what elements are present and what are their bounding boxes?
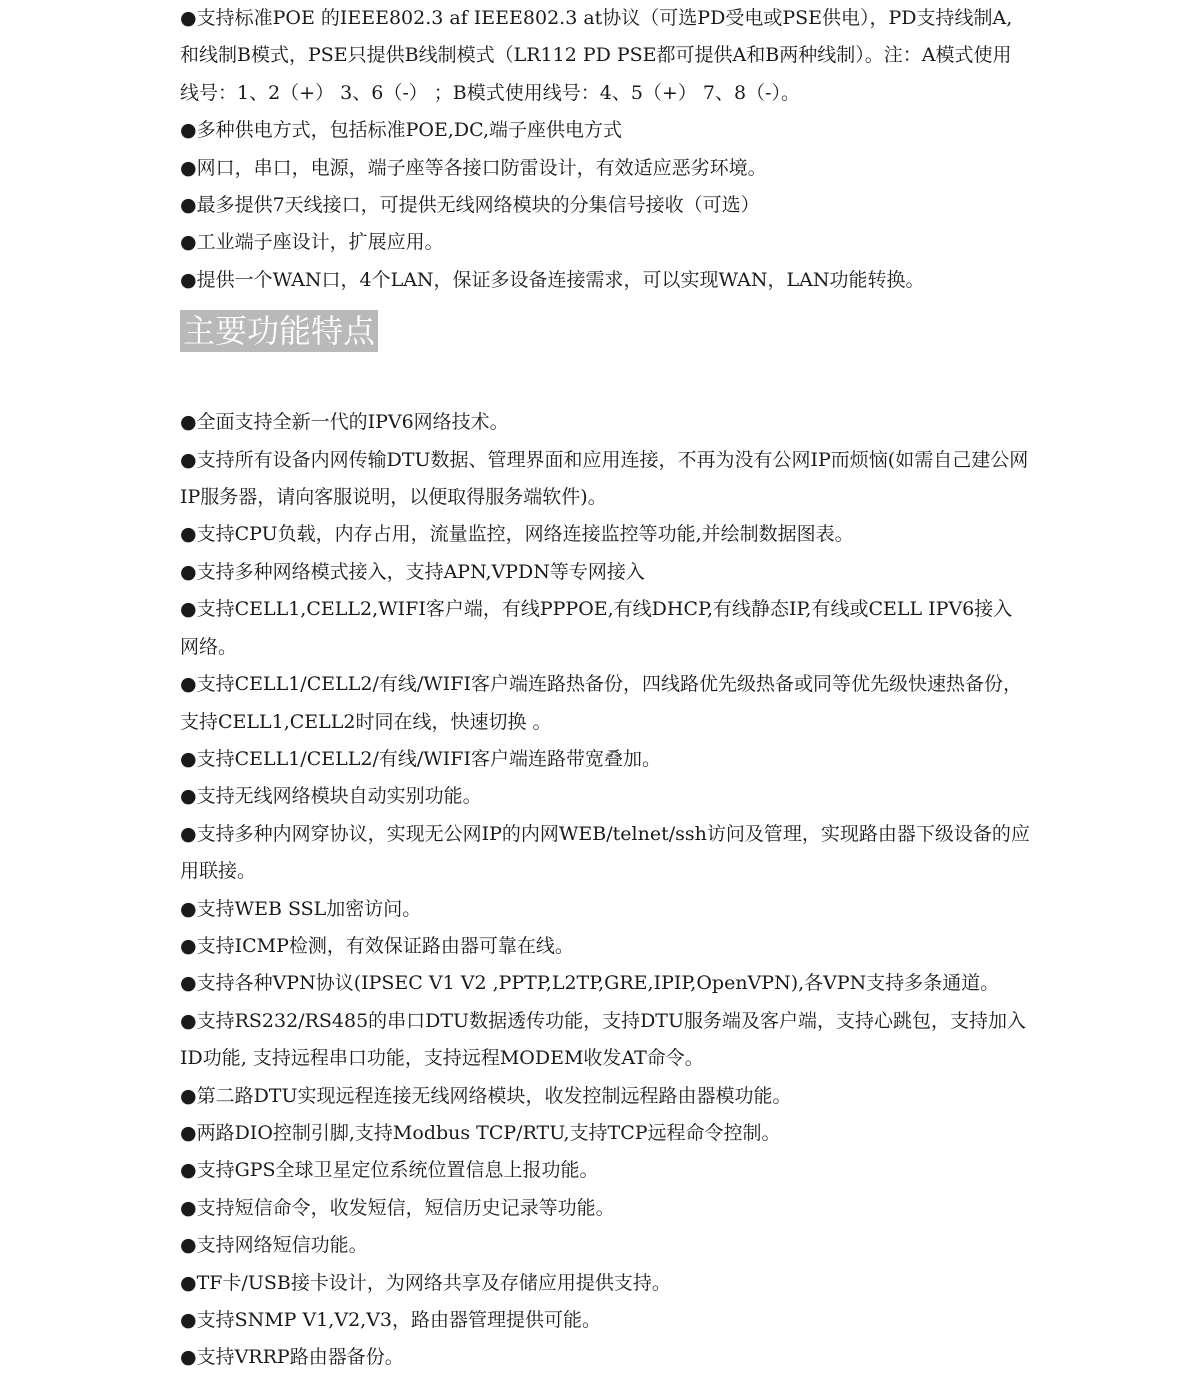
intro-item-lightning: ●网口，串口，电源，端子座等各接口防雷设计，有效适应恶劣环境。 (180, 156, 767, 179)
feature-item: ●支持多种内网穿协议，实现无公网IP的内网WEB/telnet/ssh访问及管理，实现路由器下级设备的应用联接。 (180, 822, 1030, 883)
feature-item: ●支持各种VPN协议(IPSEC V1 V2 ,PPTP,L2TP,GRE,IPIP,OpenVPN),各VPN支持多条通道。 (180, 972, 1000, 995)
document-page (180, 0, 1030, 1377)
feature-item: ●第二路DTU实现远程连接无线网络模块，收发控制远程路由器模功能。 (180, 1084, 792, 1107)
feature-item: ●支持CELL1/CELL2/有线/WIFI客户端连路热备份，四线路优先级热备或同等优先级快速热备份，支持CELL1,CELL2时同在线，快速切换 。 (180, 673, 1022, 733)
feature-item: ●支持WEB SSL加密访问。 (180, 897, 422, 920)
feature-item: ●支持CPU负载，内存占用，流量监控，网络连接监控等功能,并绘制数据图表。 (180, 523, 854, 546)
feature-item: ●支持RS232/RS485的串口DTU数据透传功能，支持DTU服务端及客户端，支持心跳包，支持加入ID功能, 支持远程串口功能，支持远程MODEM收发AT命令。 (180, 1009, 1026, 1070)
intro-item-poe: ●支持标准POE 的IEEE802.3 af IEEE802.3 at协议（可选PD受电或PSE供电），PD支持线制A,和线制B模式，PSE只提供B线制模式（LR112 PD PSE都可提供A和B两种线制）。注：A模式使用线号：1、2（+） 3、6（-） ；B模式使用线号：4、5（+） 7、8（-）。 (180, 7, 1013, 104)
feature-item: ●支持所有设备内网传输DTU数据、管理界面和应用连接，不再为没有公网IP而烦恼(如需自己建公网IP服务器，请向客服说明，以便取得服务端软件)。 (180, 448, 1029, 509)
feature-item: ●支持CELL1,CELL2,WIFI客户端，有线PPPOE,有线DHCP,有线静态IP,有线或CELL IPV6接入网络。 (180, 598, 1013, 658)
feature-item: ●全面支持全新一代的IPV6网络技术。 (180, 411, 509, 434)
feature-item: ●支持网络短信功能。 (180, 1234, 368, 1257)
feature-item: ●TF卡/USB接卡设计，为网络共享及存储应用提供支持。 (180, 1271, 671, 1294)
section-title: 主要功能特点 (180, 310, 378, 352)
feature-item: ●支持无线网络模块自动实别功能。 (180, 785, 482, 808)
section-heading-wrapper (180, 299, 1030, 402)
feature-item: ●支持多种网络模式接入，支持APN,VPDN等专网接入 (180, 560, 645, 583)
feature-item: ●支持短信命令，收发短信，短信历史记录等功能。 (180, 1196, 615, 1219)
feature-item: ●支持ICMP检测，有效保证路由器可靠在线。 (180, 934, 574, 957)
intro-item-antenna: ●最多提供7天线接口，可提供无线网络模块的分集信号接收（可选） (180, 194, 760, 217)
feature-item: ●支持CELL1/CELL2/有线/WIFI客户端连路带宽叠加。 (180, 747, 661, 770)
intro-item-terminal: ●工业端子座设计，扩展应用。 (180, 231, 444, 254)
intro-list (180, 0, 1030, 299)
feature-list (180, 404, 1030, 1377)
intro-item-wan-lan: ●提供一个WAN口，4个LAN，保证多设备连接需求，可以实现WAN，LAN功能转换。 (180, 268, 925, 291)
feature-item: ●两路DIO控制引脚,支持Modbus TCP/RTU,支持TCP远程命令控制。 (180, 1121, 781, 1144)
feature-item: ●支持SNMP V1,V2,V3，路由器管理提供可能。 (180, 1309, 602, 1331)
intro-item-power: ●多种供电方式，包括标准POE,DC,端子座供电方式 (180, 119, 622, 142)
feature-item: ●支持GPS全球卫星定位系统位置信息上报功能。 (180, 1159, 599, 1182)
feature-item: ●支持VRRP路由器备份。 (180, 1346, 404, 1369)
